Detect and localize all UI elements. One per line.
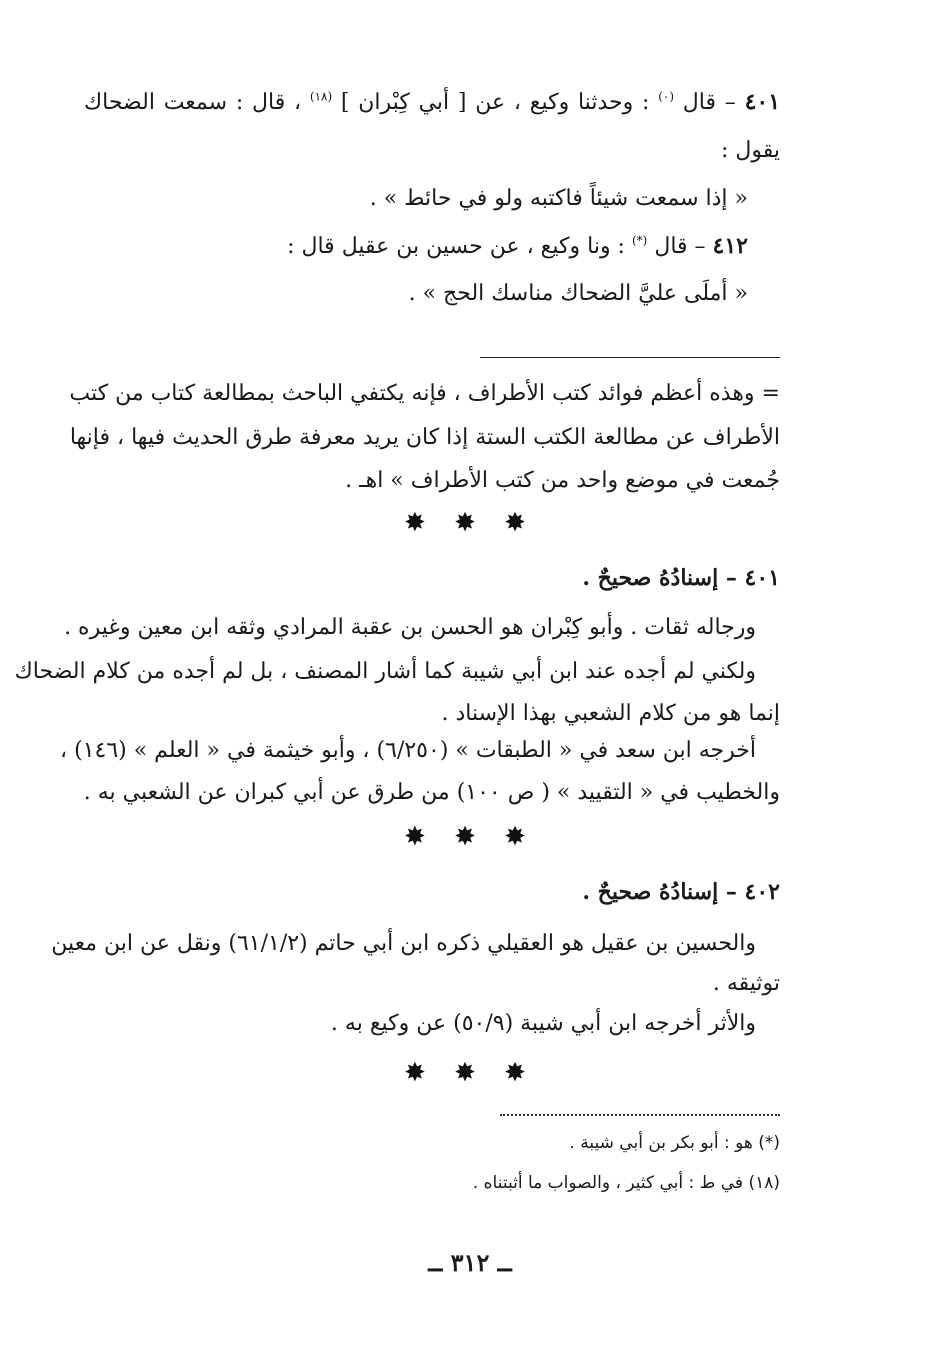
entry-401-text-a: – قال [682, 90, 736, 115]
entry-402-quote: « أملَى عليَّ الضحاك مناسك الحج » . [408, 281, 748, 306]
page-number: ــ ٣١٢ ــ [428, 1248, 512, 1277]
entry-401-quote: « إذا سمعت شيئاً فاكتبه ولو في حائط » . [369, 186, 748, 211]
comment-402-line-1: والحسين بن عقيل هو العقيلي ذكره ابن أبي حاتم (٦١/١/٢) ونقل عن ابن معين [51, 931, 756, 956]
note-line-2: الأطراف عن مطالعة الكتب الستة إذا كان يريد معرفة طرق الحديث فيها ، فإنها [69, 425, 780, 450]
entry-402-line-1 [287, 230, 748, 263]
section-separator-stars: ✸ ✸ ✸ [404, 508, 536, 538]
entry-401-number: ٤٠١ [744, 89, 781, 115]
footnote-dotted-rule [500, 1114, 780, 1116]
comment-401-line-3: إنما هو من كلام الشعبي بهذا الإسناد . [441, 701, 780, 726]
entry-401-line-2: يقول : [720, 138, 780, 163]
entry-401-line-1 [84, 86, 780, 119]
comment-401-line-4: أخرجه ابن سعد في « الطبقات » (٦/٢٥٠) ، وأبو خيثمة في « العلم » (١٤٦) ، [60, 738, 756, 763]
footnote-18: (١٨) في ط : أبي كثير ، والصواب ما أثبتناه . [472, 1173, 780, 1193]
entry-401-text-c: ، قال : سمعت الضحاك [84, 90, 302, 115]
comment-401-heading: ٤٠١ – إسنادُهُ صحيحٌ . [582, 565, 780, 591]
comment-401-line-5: والخطيب في « التقييد » ( ص ١٠٠) من طرق عن أبي كبران عن الشعبي به . [83, 780, 780, 805]
comment-402-line-2: توثيقه . [712, 971, 780, 996]
note-line-1: = وهذه أعظم فوائد كتب الأطراف ، فإنه يكتفي الباحث بمطالعة كتاب من كتب [69, 381, 780, 406]
footnote-separator-rule [480, 357, 780, 358]
note-line-3: جُمعت في موضع واحد من كتب الأطراف » اهـ . [345, 468, 780, 493]
comment-402-heading: ٤٠٢ – إسنادُهُ صحيحٌ . [582, 879, 780, 905]
entry-402-text-a: – قال [654, 234, 706, 259]
entry-402-text-b: : ونا وكيع ، عن حسين بن عقيل قال : [287, 234, 625, 259]
comment-401-line-1: ورجاله ثقات . وأبو كِبْران هو الحسن بن عقبة المرادي وثقه ابن معين وغيره . [64, 615, 756, 640]
entry-402-number: ٤١٢ [712, 233, 748, 259]
comment-402-line-3: والأثر أخرجه ابن أبي شيبة (٥٠/٩) عن وكيع به . [330, 1011, 756, 1036]
entry-402-footnote-ref: (*) [631, 233, 648, 248]
footnote-star: (*) هو : أبو بكر بن أبي شيبة . [569, 1133, 780, 1153]
section-separator-stars: ✸ ✸ ✸ [404, 1058, 536, 1088]
entry-401-footnote-ref-1: (٠) [658, 89, 675, 104]
entry-401-footnote-ref-2: (١٨) [309, 89, 333, 104]
entry-401-text-b: : وحدثنا وكيع ، عن [ أبي كِبْران ] [340, 90, 650, 115]
comment-401-line-2: ولكني لم أجده عند ابن أبي شيبة كما أشار المصنف ، بل لم أجده من كلام الضحاك [14, 659, 756, 684]
section-separator-stars: ✸ ✸ ✸ [404, 822, 536, 852]
